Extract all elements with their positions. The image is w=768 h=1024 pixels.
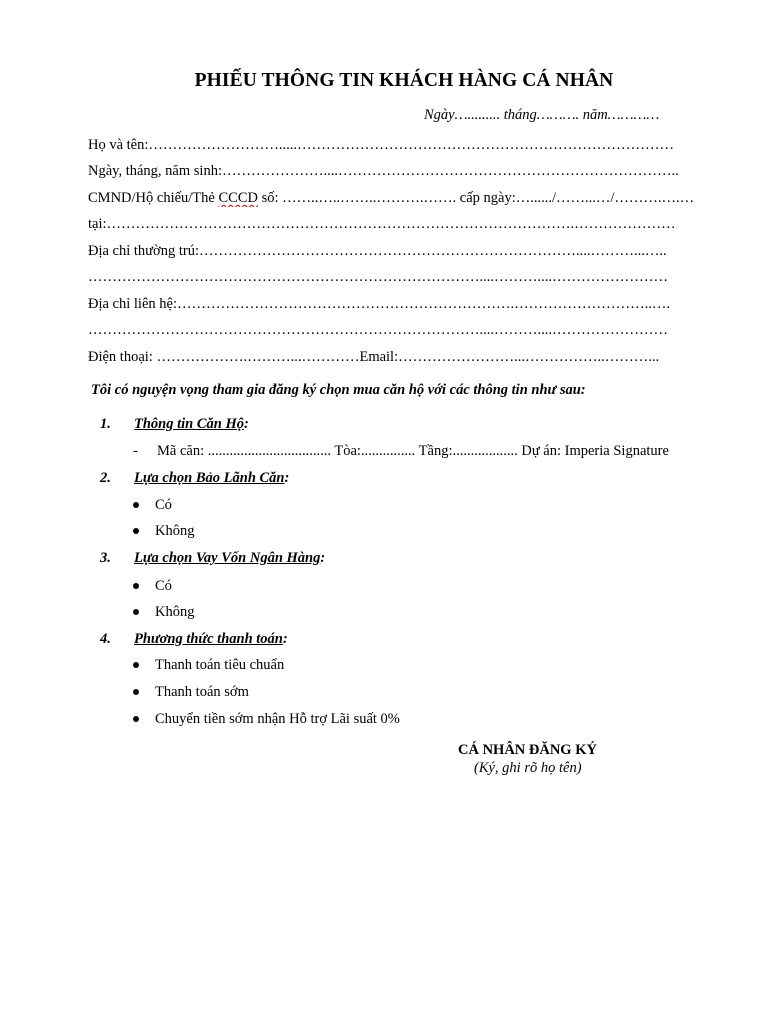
- loan-option-no: [133, 604, 194, 621]
- option-label: Không: [155, 604, 195, 620]
- bullet-icon: [133, 689, 139, 695]
- section-label: Lựa chọn Bảo Lãnh Căn: [134, 470, 285, 486]
- id-suffix: số: ……..…..……..……….……. cấp ngày:…....../……...…/……….….…: [257, 190, 695, 206]
- id-cccd-label: CCCD: [218, 190, 258, 206]
- section-number: 3.: [100, 550, 111, 566]
- guarantee-option-yes: [133, 497, 172, 514]
- apartment-detail-text: Mã căn: .................................. Tòa:............... Tầng:.................. Dự án: Imperia Signature: [157, 443, 669, 459]
- phone-email-field: Điện thoại: ……………….………...…………Email:……………………...……………..………...: [88, 349, 660, 365]
- bullet-icon: [133, 716, 139, 722]
- payment-option-standard: [133, 657, 284, 674]
- dob-field: Ngày, tháng, năm sinh:…………………....……………………………………………………………..: [88, 163, 679, 179]
- signature-note: (Ký, ghi rõ họ tên): [474, 760, 582, 776]
- bullet-icon: [133, 609, 139, 615]
- bullet-icon: [133, 583, 139, 589]
- bullet-icon: [133, 662, 139, 668]
- section-apartment-info: 1. Thông tin Căn Hộ:: [100, 416, 249, 432]
- option-label: Chuyển tiền sớm nhận Hỗ trợ Lãi suất 0%: [155, 711, 400, 727]
- section-guarantee: 2. Lựa chọn Bảo Lãnh Căn:: [100, 470, 290, 486]
- date-line: Ngày…......... tháng………. năm…………: [424, 107, 660, 123]
- section-number: 4.: [100, 631, 111, 647]
- permanent-address-continuation: ………………………………………………………………………....………....……………………: [88, 269, 668, 285]
- apartment-detail-line: [133, 443, 669, 460]
- signature-title: CÁ NHÂN ĐĂNG KÝ: [458, 742, 597, 758]
- id-number-field: [88, 189, 718, 207]
- option-label: Có: [155, 497, 172, 513]
- section-label: Thông tin Căn Hộ: [134, 416, 244, 432]
- option-label: Không: [155, 523, 195, 539]
- full-name-field: Họ và tên:……………………….....……………………………………………………………………: [88, 137, 675, 153]
- intro-statement: Tôi có nguyện vọng tham gia đăng ký chọn mua căn hộ với các thông tin như sau:: [91, 382, 586, 398]
- section-payment-method: 4. Phương thức thanh toán:: [100, 631, 288, 647]
- option-label: Thanh toán tiêu chuẩn: [155, 657, 285, 673]
- payment-option-early-transfer: [133, 711, 400, 728]
- section-label: Lựa chọn Vay Vốn Ngân Hàng: [134, 550, 321, 566]
- id-prefix: CMND/Hộ chiếu/Thẻ: [88, 190, 219, 206]
- section-number: 2.: [100, 470, 111, 486]
- dash-marker: -: [133, 443, 138, 459]
- payment-option-early: [133, 684, 249, 701]
- loan-option-yes: [133, 578, 172, 595]
- id-place-field: tại:…………………………………………………………………………………….…………………: [88, 216, 676, 232]
- section-label: Phương thức thanh toán: [134, 631, 283, 647]
- bullet-icon: [133, 528, 139, 534]
- permanent-address-field: Địa chỉ thường trú:……………………………………………………………………....………...…..: [88, 243, 667, 259]
- section-number: 1.: [100, 416, 111, 432]
- contact-address-field: Địa chỉ liên hệ:…………………………………………………………….………………………..….: [88, 296, 670, 312]
- bullet-icon: [133, 502, 139, 508]
- contact-address-continuation: ………………………………………………………………………....………....……………………: [88, 322, 668, 338]
- option-label: Có: [155, 578, 172, 594]
- option-label: Thanh toán sớm: [155, 684, 249, 700]
- section-bank-loan: 3. Lựa chọn Vay Vốn Ngân Hàng:: [100, 550, 326, 566]
- guarantee-option-no: [133, 523, 194, 540]
- form-title: PHIẾU THÔNG TIN KHÁCH HÀNG CÁ NHÂN: [194, 70, 614, 91]
